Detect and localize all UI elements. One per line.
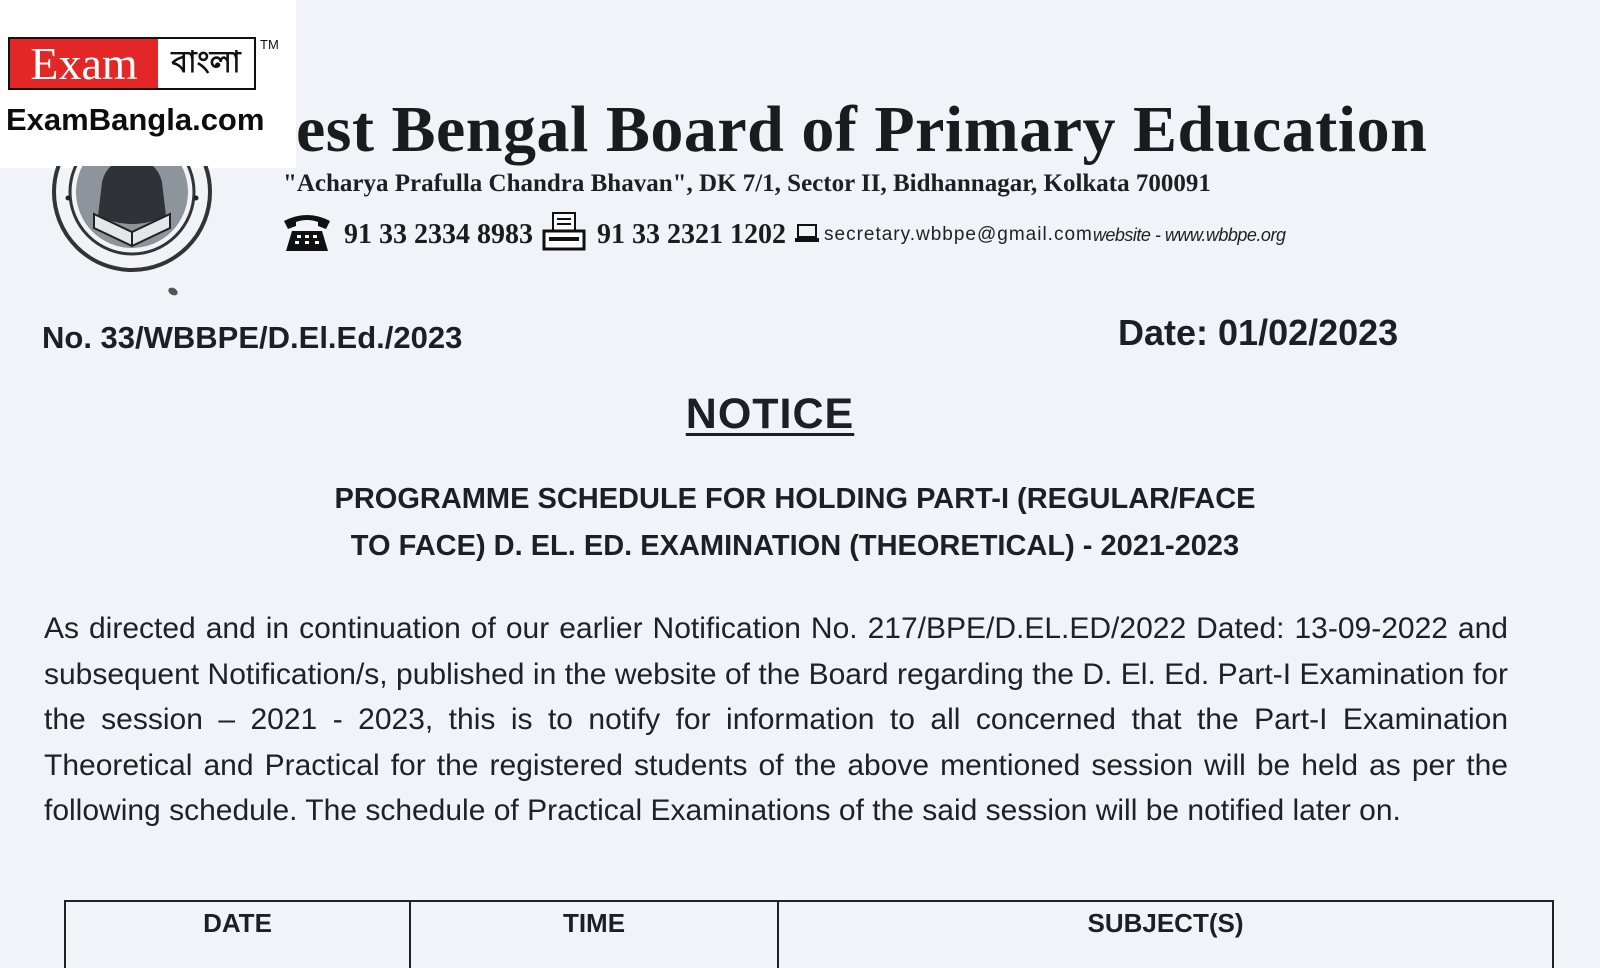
fax-icon <box>541 211 587 260</box>
column-header-subjects: SUBJECT(S) <box>778 901 1553 968</box>
logo-exam-text: Exam <box>10 39 158 88</box>
column-header-date: DATE <box>65 901 410 968</box>
trademark-mark: TM <box>260 37 279 52</box>
laptop-icon <box>794 221 820 250</box>
subtitle-line-1: PROGRAMME SCHEDULE FOR HOLDING PART-I (REGULAR/FACE <box>334 483 1256 515</box>
notice-date: Date: 01/02/2023 <box>1118 312 1399 353</box>
table-header-row <box>65 901 1553 968</box>
email-address: secretary.wbbpe@gmail.com <box>824 224 1093 245</box>
notice-body-paragraph: As directed and in continuation of our earlier Notification No. 217/BPE/D.EL.ED/2022 Dated: 13-09-2022 and subsequent Notification/s, published in the website of the Board regarding the D. El. Ed. Part-I Examination for the session – 2021 - 2023, this is to notify for information to all concerned that the Part-I Examination Theoretical and Practical for the registered students of the above mentioned session will be held as per the following schedule. The schedule of Practical Examinations of the said session will be notified later on. <box>44 612 1508 827</box>
exambangla-logo <box>8 37 256 90</box>
telephone-icon <box>280 211 334 260</box>
website-address: website - www.wbbpe.org <box>1092 224 1286 245</box>
logo-bangla-text: বাংলা <box>158 39 254 88</box>
programme-schedule-subtitle <box>150 476 1440 570</box>
fax-number: 91 33 2321 1202 <box>597 219 786 250</box>
board-name-heading: est Bengal Board of Primary Education <box>296 93 1428 166</box>
watermark-badge <box>0 0 296 168</box>
column-header-time: TIME <box>410 901 778 968</box>
watermark-site: ExamBangla.com <box>6 102 265 137</box>
schedule-table <box>64 900 1554 968</box>
subtitle-line-2: TO FACE) D. EL. ED. EXAMINATION (THEORETICAL) - 2021-2023 <box>350 530 1240 562</box>
board-seal-icon <box>52 166 212 272</box>
phone-number: 91 33 2334 8983 <box>344 219 533 250</box>
notice-title-text: NOTICE <box>685 390 855 438</box>
ink-speck <box>167 286 179 297</box>
reference-number: No. 33/WBBPE/D.El.Ed./2023 <box>42 320 463 355</box>
contact-row <box>280 212 1285 258</box>
notice-title <box>0 390 1540 439</box>
board-address: "Acharya Prafulla Chandra Bhavan", DK 7/1, Sector II, Bidhannagar, Kolkata 700091 <box>283 170 1211 197</box>
